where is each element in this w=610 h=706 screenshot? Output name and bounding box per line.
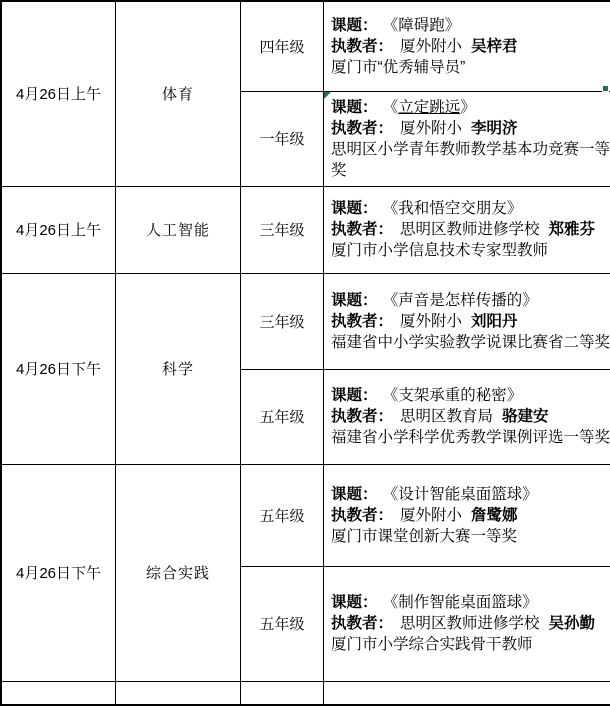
lesson-cell[interactable]	[324, 91, 610, 186]
lesson-title-line	[331, 484, 610, 505]
subject-cell[interactable]: 体育	[116, 1, 241, 186]
award-line: 福建省中小学实验教学说课比赛省二等奖	[331, 332, 610, 353]
title-label: 课题：	[331, 594, 378, 611]
teacher-name: 骆建安	[502, 408, 549, 425]
title-label: 课题：	[331, 292, 378, 309]
lesson-cell[interactable]	[324, 273, 610, 369]
lesson-title-underlined: 立定跳远	[398, 99, 460, 116]
title-bracket: 》	[460, 99, 476, 116]
teacher-name: 郑雅芬	[549, 221, 596, 238]
lesson-title: 《声音是怎样传播的》	[391, 292, 538, 309]
lesson-cell[interactable]	[324, 186, 610, 273]
teacher-label: 执教者：	[331, 221, 393, 238]
teacher-org: 厦外附小	[400, 507, 462, 524]
teacher-org: 厦外附小	[400, 120, 462, 137]
lesson-cell[interactable]	[324, 681, 610, 705]
teacher-name: 刘阳丹	[471, 313, 518, 330]
teacher-label: 执教者：	[331, 408, 393, 425]
date-cell[interactable]: 4月26日上午	[1, 1, 116, 186]
teacher-line	[331, 613, 610, 634]
teacher-name: 詹鹭娜	[471, 507, 518, 524]
grade-cell[interactable]: 三年级	[241, 273, 324, 369]
fill-handle[interactable]	[602, 85, 609, 92]
award-line: 福建省小学科学优秀教学课例评选一等奖	[331, 427, 610, 448]
teacher-name: 吴梓君	[471, 38, 518, 55]
lesson-title-line	[331, 15, 610, 36]
lesson-title-line	[331, 290, 610, 311]
lesson-cell[interactable]	[324, 464, 610, 566]
grade-cell[interactable]: 一年级	[241, 91, 324, 186]
grade-cell[interactable]: 五年级	[241, 566, 324, 681]
lesson-cell[interactable]	[324, 369, 610, 464]
teacher-line	[331, 36, 610, 57]
date-cell[interactable]: 4月26日上午	[1, 186, 116, 273]
teacher-name: 李明济	[471, 120, 518, 137]
teacher-label: 执教者：	[331, 120, 393, 137]
teacher-line	[331, 505, 610, 526]
teacher-label: 执教者：	[331, 507, 393, 524]
cell-flag-triangle-icon	[324, 92, 331, 99]
lesson-title	[391, 99, 476, 116]
award-line: 厦门市课堂创新大赛一等奖	[331, 526, 610, 547]
lesson-title: 《制作智能桌面篮球》	[391, 594, 538, 611]
subject-cell[interactable]	[116, 681, 241, 705]
subject-cell[interactable]: 综合实践	[116, 464, 241, 681]
lesson-title: 《我和悟空交朋友》	[391, 200, 523, 217]
teacher-label: 执教者：	[331, 615, 393, 632]
lesson-cell[interactable]	[324, 566, 610, 681]
lesson-title-line	[331, 97, 610, 118]
date-cell[interactable]: 4月26日下午	[1, 273, 116, 464]
title-label: 课题：	[331, 17, 378, 34]
teacher-line	[331, 311, 610, 332]
lesson-title-line	[331, 385, 610, 406]
lesson-title: 《障碍跑》	[391, 17, 461, 34]
grade-cell[interactable]: 四年级	[241, 1, 324, 91]
date-cell[interactable]	[1, 681, 116, 705]
teacher-org: 思明区教育局	[400, 408, 493, 425]
grade-cell[interactable]: 五年级	[241, 369, 324, 464]
title-label: 课题：	[331, 99, 378, 116]
grade-cell[interactable]: 三年级	[241, 186, 324, 273]
date-cell[interactable]: 4月26日下午	[1, 464, 116, 681]
award-line: 思明区小学青年教师教学基本功竞赛一等奖	[331, 139, 610, 181]
award-line: 厦门市小学综合实践骨干教师	[331, 634, 610, 655]
teacher-label: 执教者：	[331, 313, 393, 330]
teacher-line	[331, 406, 610, 427]
grade-cell[interactable]: 五年级	[241, 464, 324, 566]
teacher-label: 执教者：	[331, 38, 393, 55]
lesson-title-line	[331, 592, 610, 613]
teacher-line	[331, 219, 610, 240]
lesson-title-line	[331, 198, 610, 219]
teacher-org: 厦外附小	[400, 38, 462, 55]
subject-cell[interactable]: 科学	[116, 273, 241, 464]
title-label: 课题：	[331, 387, 378, 404]
lesson-title: 《支架承重的秘密》	[391, 387, 523, 404]
teacher-org: 厦外附小	[400, 313, 462, 330]
award-line: 厦门市小学信息技术专家型教师	[331, 240, 610, 261]
title-bracket: 《	[391, 99, 399, 116]
grade-cell[interactable]	[241, 681, 324, 705]
teacher-line	[331, 118, 610, 139]
title-label: 课题：	[331, 200, 378, 217]
subject-cell[interactable]: 人工智能	[116, 186, 241, 273]
teacher-org: 思明区教师进修学校	[400, 615, 540, 632]
lesson-title: 《设计智能桌面篮球》	[391, 486, 538, 503]
teacher-name: 吴孙勤	[549, 615, 596, 632]
award-line: 厦门市“优秀辅导员”	[331, 57, 610, 78]
title-label: 课题：	[331, 486, 378, 503]
teacher-org: 思明区教师进修学校	[400, 221, 540, 238]
lesson-cell[interactable]	[324, 1, 610, 91]
